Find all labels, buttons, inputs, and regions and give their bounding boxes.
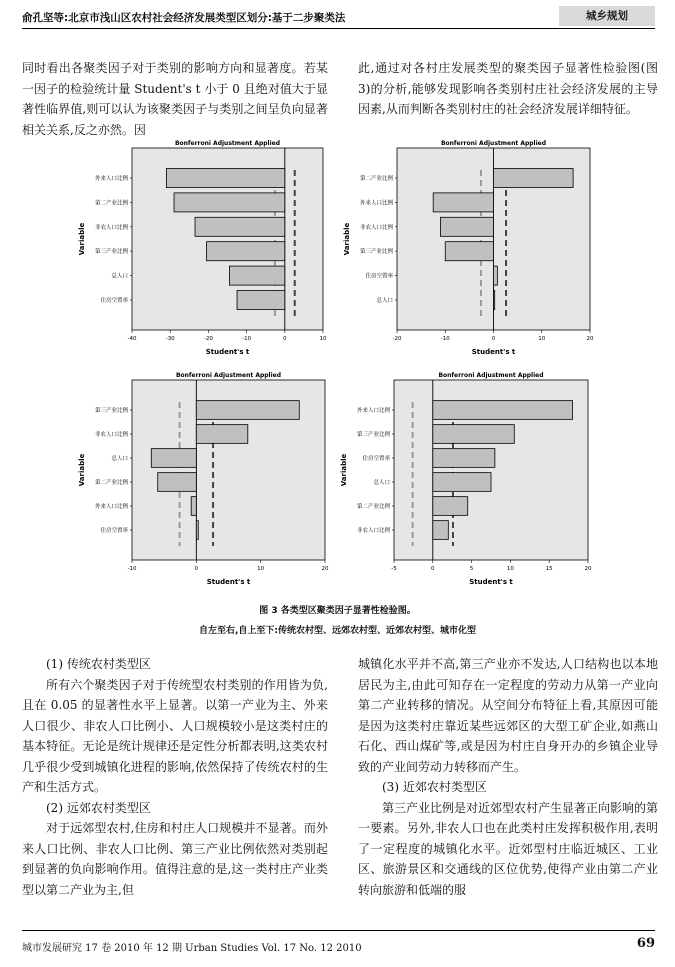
x-tick-label: -10 bbox=[127, 566, 137, 572]
bar bbox=[440, 217, 493, 236]
bar bbox=[196, 425, 247, 444]
chart-title: Bonferroni Adjustment Applied bbox=[438, 372, 544, 379]
x-axis-label: Student's t bbox=[471, 348, 516, 356]
category-label: 住房空置率 bbox=[362, 456, 390, 462]
x-tick-label: 20 bbox=[584, 566, 592, 572]
chart-title: Bonferroni Adjustment Applied bbox=[175, 372, 282, 379]
bar bbox=[174, 193, 285, 212]
figure-caption: 图 3 各类型区聚类因子显著性检验图。 bbox=[259, 606, 416, 616]
x-tick-label: 0 bbox=[491, 336, 496, 342]
chart-panel-2 bbox=[343, 140, 594, 356]
bar bbox=[433, 425, 514, 444]
x-tick-label: -20 bbox=[203, 336, 213, 342]
section-heading: (3) 近郊农村类型区 bbox=[382, 780, 487, 794]
y-axis-label: Variable bbox=[78, 222, 86, 256]
category-label: 外来人口比例 bbox=[94, 504, 128, 510]
text-column-left-bottom bbox=[22, 654, 328, 900]
y-axis-label: Variable bbox=[340, 453, 348, 487]
x-axis-label: Student's t bbox=[205, 348, 250, 356]
x-tick-label: 15 bbox=[545, 566, 553, 572]
page-number: 69 bbox=[636, 936, 655, 951]
paragraph: 对于远郊型农村,住房和村庄人口规模并不显著。而外来人口比例、非农人口比例、第三产业比例依然对类别起到显著的负向影响作用。值得注意的是,这一类村庄产业类型以第二产业为主,但 bbox=[22, 821, 328, 897]
category-label: 总人口 bbox=[376, 298, 393, 304]
paragraph: 第三产业比例是对近郊型农村产生显著正向影响的第一要素。另外,非农人口也在此类村庄发挥积极作用,表明了一定程度的城镇化水平。近郊型村庄临近城区、工业区、旅游景区和交通线的区位优势,使得产业由第二产业转向旅游和低端的服 bbox=[358, 800, 659, 897]
chart-panel-3 bbox=[78, 372, 329, 586]
category-label: 第二产业比例 bbox=[94, 200, 128, 207]
x-axis-label: Student's t bbox=[469, 578, 513, 586]
x-tick-label: 10 bbox=[319, 336, 327, 342]
x-tick-label: -40 bbox=[127, 336, 137, 342]
bar bbox=[206, 242, 284, 261]
category-label: 住房空置率 bbox=[100, 298, 128, 304]
x-tick-label: 20 bbox=[586, 336, 594, 342]
bar bbox=[191, 497, 196, 516]
paragraph: 同时看出各聚类因子对于类别的影响方向和显著度。若某一因子的检验统计量 Student's t 小于 0 且绝对值大于显著性临界值,则可以认为该聚类因子与类别之间呈负向显著相关关系,反之亦然。因 bbox=[22, 61, 328, 137]
category-label: 非农人口比例 bbox=[356, 528, 390, 534]
category-label: 非农人口比例 bbox=[94, 432, 128, 438]
category-label: 第三产业比例 bbox=[359, 249, 393, 256]
category-label: 总人口 bbox=[111, 273, 128, 280]
category-label: 外来人口比例 bbox=[359, 200, 393, 207]
category-label: 非农人口比例 bbox=[94, 224, 128, 231]
x-tick-label: 0 bbox=[283, 336, 287, 342]
section-tab: 城乡规划 bbox=[559, 6, 655, 26]
bar bbox=[158, 473, 197, 492]
bar bbox=[433, 401, 573, 420]
category-label: 第三产业比例 bbox=[356, 432, 390, 438]
bar bbox=[433, 193, 493, 212]
category-label: 第二产业比例 bbox=[94, 480, 128, 486]
x-tick-label: -20 bbox=[392, 336, 402, 342]
category-label: 外来人口比例 bbox=[94, 176, 128, 182]
x-tick-label: -10 bbox=[242, 336, 252, 342]
category-label: 第三产业比例 bbox=[94, 249, 128, 256]
category-label: 第三产业比例 bbox=[94, 408, 128, 414]
bar bbox=[166, 168, 284, 187]
x-tick-label: 0 bbox=[194, 566, 199, 572]
paragraph-continued: 城镇化水平并不高,第三产业亦不发达,人口结构也以本地居民为主,由此可知存在一定程度的劳动力从第一产业向第二产业转移的情况。从空间分布特征上看,其原因可能是因为这类村庄靠近某些远郊区的大型工矿企业,如燕山石化、西山煤矿等,或是因为村庄自身开办的乡镇企业导致的产业间劳动力转移而产生。 bbox=[358, 657, 658, 774]
text-column-right-bottom bbox=[358, 654, 658, 900]
x-tick-label: 0 bbox=[431, 566, 435, 572]
running-header-title: 俞孔坚等:北京市浅山区农村社会经济发展类型区划分:基于二步聚类法 bbox=[22, 12, 346, 24]
chart-title: Bonferroni Adjustment Applied bbox=[174, 140, 281, 147]
figure-caption-subtitle: 自左至右,自上至下:传统农村型、远郊农村型、近郊农村型、城市化型 bbox=[198, 626, 477, 636]
category-label: 非农人口比例 bbox=[359, 224, 393, 231]
paragraph: 此,通过对各村庄发展类型的聚类因子显著性检验图(图 3)的分析,能够发现影响各类别村庄社会经济发展的主导因素,从而判断各类别村庄的社会经济发展详细特征。 bbox=[358, 61, 658, 116]
category-label: 第二产业比例 bbox=[359, 176, 393, 182]
bar bbox=[433, 521, 449, 540]
category-label: 总人口 bbox=[111, 456, 128, 462]
bar bbox=[151, 449, 196, 468]
category-label: 第二产业比例 bbox=[356, 504, 390, 510]
x-tick-label: 20 bbox=[321, 566, 329, 572]
bar bbox=[196, 401, 299, 420]
x-tick-label: 10 bbox=[257, 566, 265, 572]
bar bbox=[433, 449, 495, 468]
x-tick-label: 5 bbox=[469, 566, 474, 572]
chart-panel-1 bbox=[78, 140, 327, 356]
bar bbox=[196, 521, 198, 540]
section-heading: (2) 远郊农村类型区 bbox=[46, 800, 151, 815]
bar bbox=[494, 290, 495, 309]
chart-title: Bonferroni Adjustment Applied bbox=[440, 140, 547, 147]
category-label: 住房空置率 bbox=[100, 528, 128, 534]
category-label: 总人口 bbox=[373, 480, 390, 486]
bar bbox=[229, 266, 284, 285]
x-tick-label: -5 bbox=[391, 566, 397, 572]
y-axis-label: Variable bbox=[78, 453, 86, 487]
category-label: 外来人口比例 bbox=[356, 408, 390, 414]
y-axis-label: Variable bbox=[343, 222, 351, 256]
bar bbox=[494, 168, 574, 187]
bar bbox=[494, 266, 498, 285]
paragraph: 所有六个聚类因子对于传统型农村类别的作用皆为负,且在 0.05 的显著性水平上显著。以第一产业为主、外来人口很少、非农人口比例小、人口规模较小是这类村庄的基本特征。无论是统计规律还是定性分析都表明,这类农村几乎很少受到城镇化进程的影响,依然保持了传统农村的生产和生活方式。 bbox=[22, 677, 328, 794]
category-label: 住房空置率 bbox=[365, 273, 393, 280]
x-tick-label: 10 bbox=[538, 336, 546, 342]
x-tick-label: -10 bbox=[440, 336, 450, 342]
bar bbox=[237, 290, 285, 309]
bar bbox=[433, 473, 491, 492]
page-footer bbox=[22, 930, 655, 961]
section-heading: (1) 传统农村类型区 bbox=[46, 657, 151, 671]
chart-panel-4 bbox=[340, 372, 592, 586]
bar bbox=[433, 497, 468, 516]
x-tick-label: 10 bbox=[506, 566, 514, 572]
bar bbox=[445, 242, 493, 261]
bar bbox=[195, 217, 285, 236]
x-tick-label: -30 bbox=[165, 336, 175, 342]
journal-citation: 城市发展研究 17 卷 2010 年 12 期 Urban Studies Vol. 17 No. 12 2010 bbox=[22, 943, 362, 954]
x-axis-label: Student's t bbox=[206, 578, 251, 586]
